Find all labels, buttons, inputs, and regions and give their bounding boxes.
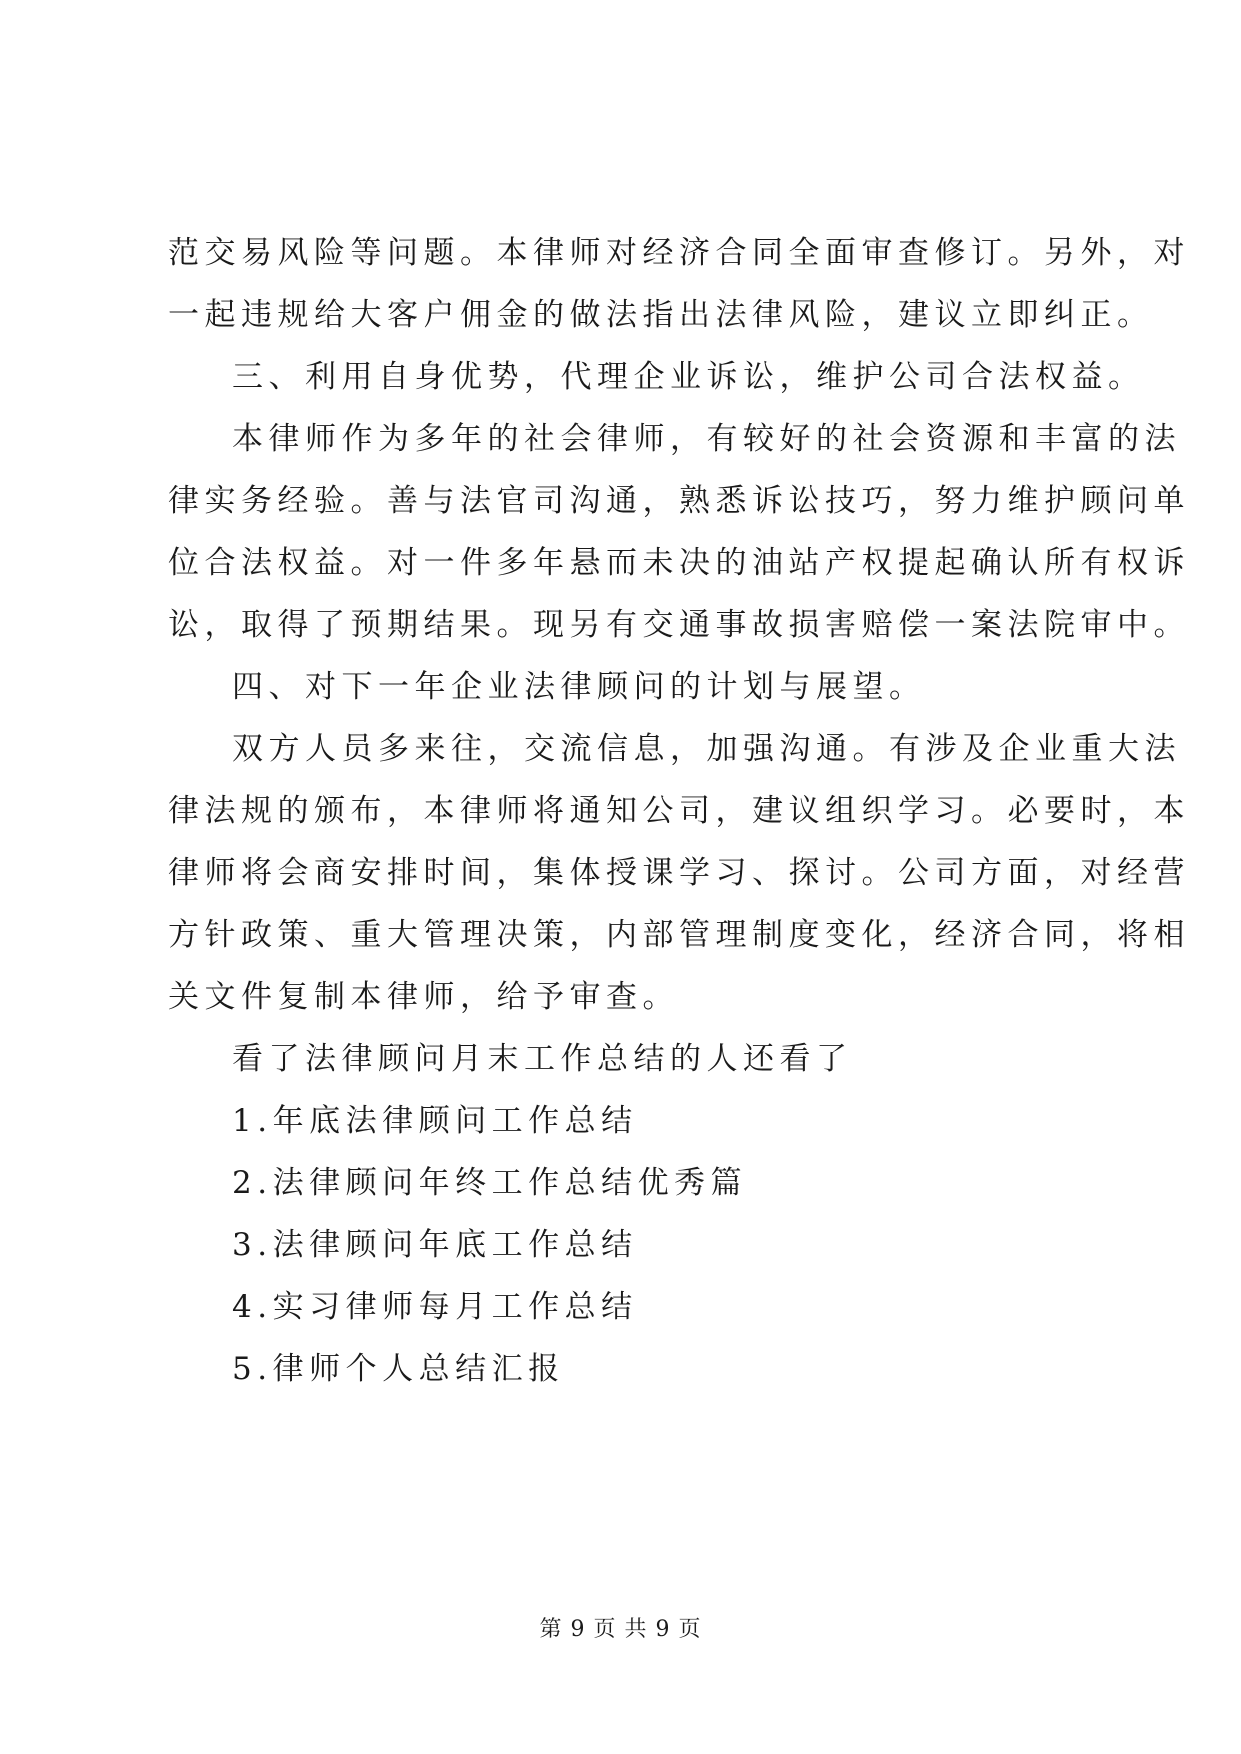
text-line: 方针政策、重大管理决策，内部管理制度变化，经济合同，将相 xyxy=(168,917,1190,953)
related-link[interactable]: 2.法律顾问年终工作总结优秀篇 xyxy=(232,1165,748,1201)
text-line: 范交易风险等问题。本律师对经济合同全面审查修订。另外，对 xyxy=(168,235,1190,271)
text-line: 律法规的颁布，本律师将通知公司，建议组织学习。必要时，本 xyxy=(168,793,1190,829)
document-body xyxy=(168,222,1190,1400)
text-line: 双方人员多来往，交流信息，加强沟通。有涉及企业重大法 xyxy=(232,731,1181,767)
section-heading: 三、利用自身优势，代理企业诉讼，维护公司合法权益。 xyxy=(232,359,1145,395)
text-line: 律实务经验。善与法官司沟通，熟悉诉讼技巧，努力维护顾问单 xyxy=(168,483,1190,519)
text-line: 位合法权益。对一件多年悬而未决的油站产权提起确认所有权诉 xyxy=(168,545,1190,581)
related-link[interactable]: 3.法律顾问年底工作总结 xyxy=(232,1227,638,1263)
text-line: 讼，取得了预期结果。现另有交通事故损害赔偿一案法院审中。 xyxy=(168,607,1190,643)
related-link[interactable]: 4.实习律师每月工作总结 xyxy=(232,1289,638,1325)
text-line: 关文件复制本律师，给予审查。 xyxy=(168,979,679,1015)
related-link[interactable]: 1.年底法律顾问工作总结 xyxy=(232,1103,638,1139)
related-heading: 看了法律顾问月末工作总结的人还看了 xyxy=(232,1041,853,1077)
text-line: 律师将会商安排时间，集体授课学习、探讨。公司方面，对经营 xyxy=(168,855,1190,891)
text-line: 本律师作为多年的社会律师，有较好的社会资源和丰富的法 xyxy=(232,421,1181,457)
related-link[interactable]: 5.律师个人总结汇报 xyxy=(232,1351,565,1387)
page-number: 第 9 页 共 9 页 xyxy=(539,1617,702,1642)
text-line: 一起违规给大客户佣金的做法指出法律风险，建议立即纠正。 xyxy=(168,297,1154,333)
section-heading: 四、对下一年企业法律顾问的计划与展望。 xyxy=(232,669,926,705)
